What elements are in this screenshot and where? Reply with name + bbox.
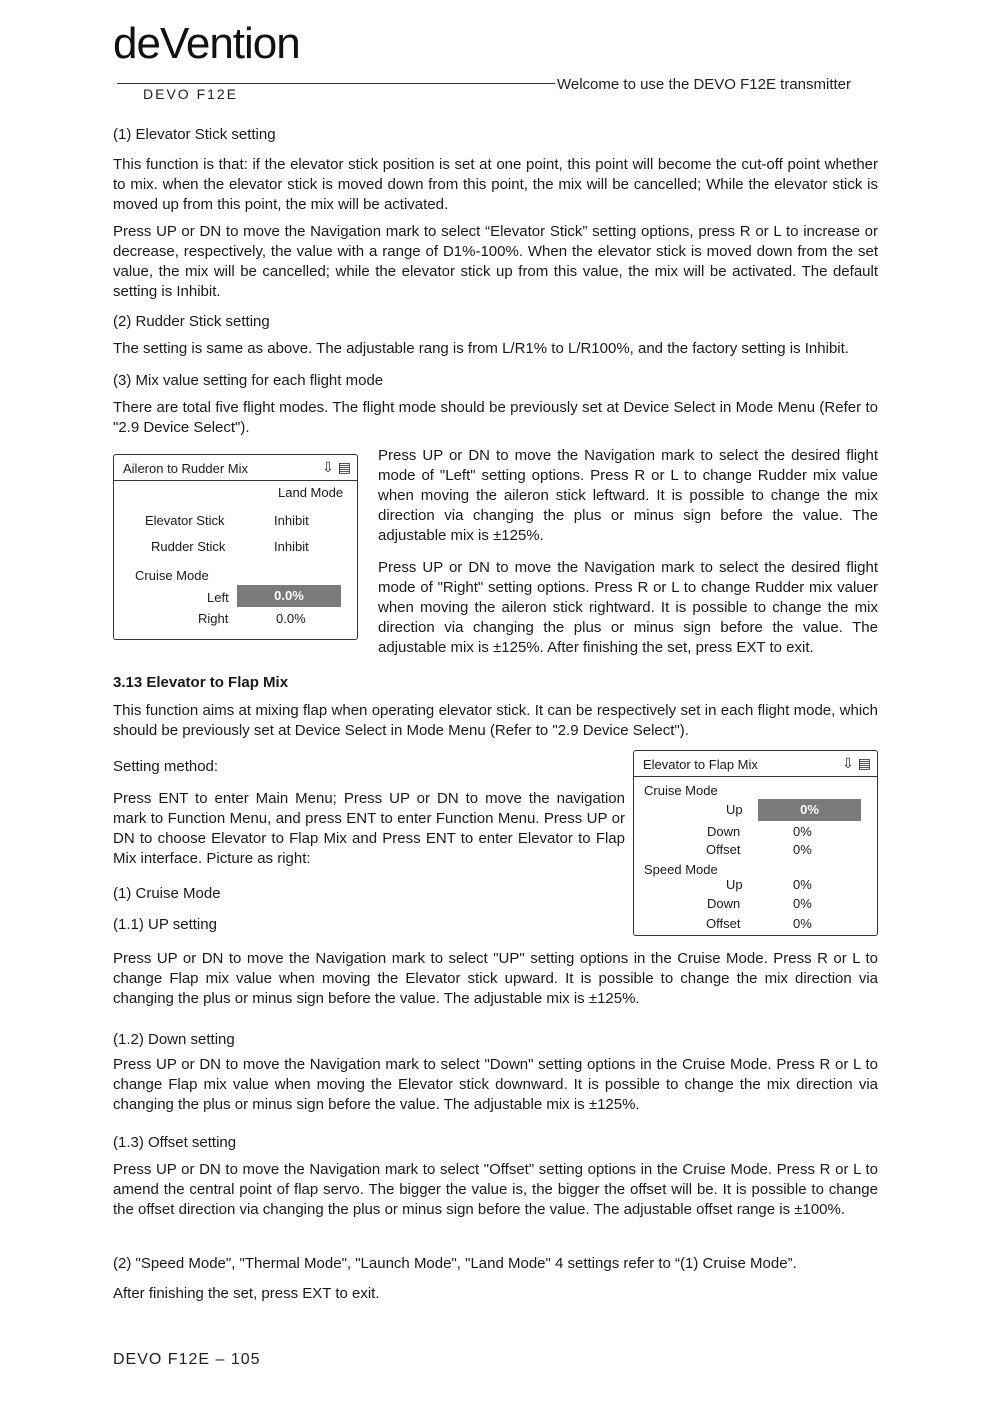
up-label: Up [726,877,743,892]
elevator-stick-value[interactable]: Inhibit [274,513,309,528]
arrow-battery-icon: ⇩ ▤ [842,755,871,771]
speed-offset-value[interactable]: 0% [793,916,812,931]
section-title: (1) Cruise Mode [113,885,221,902]
paragraph: Press ENT to enter Main Menu; Press UP or DN to move the navigation mark to Function Menu, and press ENT to enter Function Menu. Press UP or DN to choose Elevator to Flap Mix and Press ENT to enter Elevator to Flap Mix interface. Picture as right: [113,790,625,867]
header-divider [117,83,555,84]
speed-mode-label: Speed Mode [644,862,718,877]
header-welcome: Welcome to use the DEVO F12E transmitter [557,76,852,93]
left-label: Left [207,590,229,605]
paragraph: After finishing the set, press EXT to exit. [113,1285,380,1302]
paragraph: Press UP or DN to move the Navigation mark to select the desired flight mode of "Left" setting options. Press R or L to change Rudder mix value when moving the aileron stick leftward. It is possible to change the mix direction via changing the plus or minus sign before the value. The adjustable mix is ±125%. [378,447,878,544]
left-value-selected[interactable]: 0.0% [237,585,341,607]
section-title: (1.1) UP setting [113,916,217,933]
cruise-offset-value[interactable]: 0% [793,842,812,857]
speed-up-value[interactable]: 0% [793,877,812,892]
section-heading: 3.13 Elevator to Flap Mix [113,674,289,691]
paragraph: Press UP or DN to move the Navigation mark to select "Offset" setting options in the Cruise Mode. Press R or L to amend the central point of flap servo. The bigger the value is, the bigger the offset will be. It is possible to change the offset direction via changing the plus or minus sign before the value. The adjustable offset range is ±100%. [113,1161,878,1218]
logo-subtitle: DEVO F12E [143,86,239,102]
logo: deVention [113,19,300,68]
panel-title: Aileron to Rudder Mix [123,461,248,476]
paragraph: The setting is same as above. The adjustable rang is from L/R1% to L/R100%, and the factory setting is Inhibit. [113,340,849,357]
right-value[interactable]: 0.0% [276,611,306,626]
elevator-stick-label: Elevator Stick [145,513,225,528]
offset-label: Offset [706,842,741,857]
down-label: Down [707,824,741,839]
section-title: (1.3) Offset setting [113,1134,237,1151]
up-label: Up [726,802,743,817]
right-label: Right [198,611,229,626]
section-title: (3) Mix value setting for each flight mode [113,372,384,389]
panel-divider [114,480,357,481]
speed-down-value[interactable]: 0% [793,896,812,911]
paragraph: Press UP or DN to move the Navigation mark to select "UP" setting options in the Cruise Mode. Press R or L to change Flap mix value when moving the Elevator stick upward. It is possible to change the mix direction via changing the plus or minus sign before the value. The adjustable mix is ±125%. [113,950,878,1007]
paragraph: Setting method: [113,758,219,775]
section-title: (1.2) Down setting [113,1031,235,1048]
rudder-stick-label: Rudder Stick [151,539,226,554]
elevator-flap-panel [633,750,878,936]
section-title: (1) Elevator Stick setting [113,126,276,143]
aileron-rudder-panel [113,454,358,640]
cruise-mode-label: Cruise Mode [135,568,209,583]
rudder-stick-value[interactable]: Inhibit [274,539,309,554]
cruise-mode-label: Cruise Mode [644,783,718,798]
mode-label: Land Mode [278,485,344,500]
arrow-battery-icon: ⇩ ▤ [322,459,351,475]
paragraph: (2) "Speed Mode", "Thermal Mode", "Launch Mode", "Land Mode" 4 settings refer to “(1) Cruise Mode”. [113,1255,797,1272]
cruise-down-value[interactable]: 0% [793,824,812,839]
offset-label: Offset [706,916,741,931]
panel-title: Elevator to Flap Mix [643,757,758,772]
paragraph: This function is that: if the elevator stick position is set at one point, this point will become the cut-off point whether to mix. when the elevator stick is moved down from this point, the mix will be cancelled; While the elevator stick is moved up from this point, the mix will be activated. [113,156,878,213]
paragraph: Press UP or DN to move the Navigation mark to select the desired flight mode of "Right" setting options. Press R or L to change Rudder mix valuer when moving the aileron stick rightward. It is possible to change the mix direction via changing the plus or minus sign before the value. The adjustable mix is ±125%. After finishing the set, press EXT to exit. [378,559,878,656]
section-title: (2) Rudder Stick setting [113,313,270,330]
paragraph: Press UP or DN to move the Navigation mark to select “Elevator Stick” setting options, press R or L to increase or decrease, respectively, the value with a range of D1%-100%. When the elevator stick is moved down from the set value, the mix will be cancelled; while the elevator stick up from this value, the mix will be activated. The default setting is Inhibit. [113,223,878,300]
paragraph: Press UP or DN to move the Navigation mark to select "Down" setting options in the Cruise Mode. Press R or L to change Flap mix value when moving the Elevator stick downward. It is possible to change the mix direction via changing the plus or minus sign before the value. The adjustable mix is ±125%. [113,1056,878,1113]
cruise-up-value-selected[interactable]: 0% [758,799,861,821]
paragraph: This function aims at mixing flap when operating elevator stick. It can be respectively set in each flight mode, which should be previously set at Device Select in Mode Menu (Refer to "2.9 Device Select"). [113,702,878,739]
down-label: Down [707,896,741,911]
page-footer: DEVO F12E – 105 [113,1351,261,1368]
paragraph: There are total five flight modes. The flight mode should be previously set at Device Select in Mode Menu (Refer to "2.9 Device Select"). [113,399,878,436]
panel-divider [634,776,877,777]
